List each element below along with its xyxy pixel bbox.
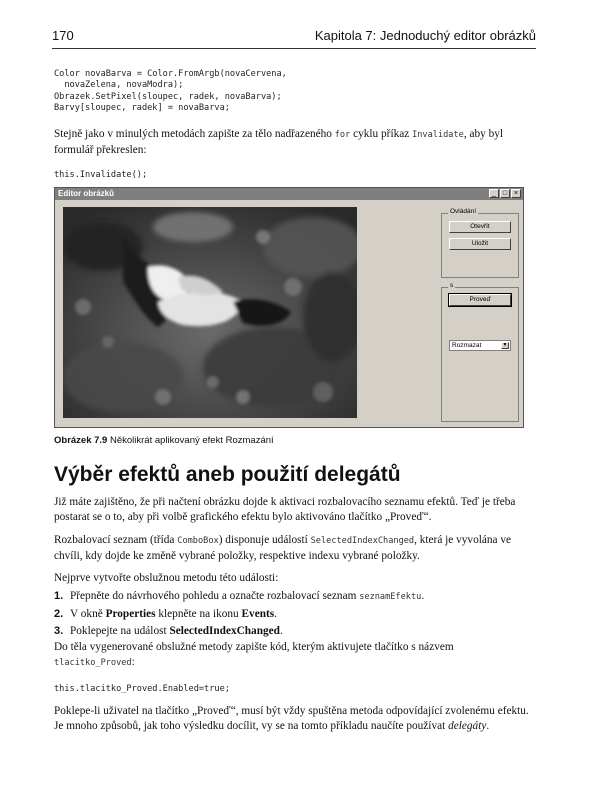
- paragraph-intro: Již máte zajištěno, že při načtení obrázku dojde k aktivaci rozbalovacího seznamu efektů. Teď je třeba postarat se o to, aby při volbě grafického efektu bylo aktivováno tlačítko „Proveď“.: [54, 496, 516, 523]
- paragraph-first: Nejprve vytvořte obslužnou metodu této události:: [54, 572, 279, 584]
- open-button[interactable]: Otevřít: [449, 221, 511, 233]
- group-effects: [441, 282, 519, 422]
- window-titlebar: [55, 188, 523, 200]
- editor-window: [54, 187, 524, 428]
- code-block-invalidate: this.Invalidate();: [54, 170, 148, 180]
- section-heading: Výběr efektů aneb použití delegátů: [54, 463, 401, 486]
- running-header: [52, 26, 536, 49]
- paragraph-combobox: Rozbalovací seznam (třída ComboBox) disponuje událostí SelectedIndexChanged, která je vyvolána ve chvíli, kdy dojde ke změně vybrané položky, respektive indexu vybrané položky.: [54, 534, 512, 562]
- save-button[interactable]: Uložit: [449, 238, 511, 250]
- list-item: 3. Poklepejte na událost SelectedIndexChanged.: [54, 625, 283, 637]
- effect-combobox-value: Rozmazat: [452, 342, 482, 349]
- paragraph-method: Do těla vygenerované obslužné metody zapište kód, kterým aktivujete tlačítko s názvem tlacitko_Proved:: [54, 641, 454, 668]
- image-canvas: [63, 207, 357, 418]
- paragraph-invalidate: Stejně jako v minulých metodách zapište za tělo nadřazeného for cyklu příkaz Invalidate, aby byl formulář překreslen:: [54, 128, 504, 156]
- group-effects-label: s: [450, 282, 454, 289]
- code-block-enabled: this.tlacitko_Proved.Enabled=true;: [54, 684, 230, 694]
- chevron-down-icon[interactable]: ▼: [502, 342, 508, 348]
- list-item: 1. Přepněte do návrhového pohledu a označte rozbalovací seznam seznamEfektu.: [54, 590, 425, 602]
- chapter-title: Kapitola 7: Jednoduchý editor obrázků: [314, 28, 536, 43]
- steps-list: [54, 589, 536, 641]
- figure-caption: Obrázek 7.9 Několikrát aplikovaný efekt Rozmazání: [54, 435, 274, 446]
- apply-button[interactable]: Proveď: [449, 294, 511, 306]
- figure-label: Obrázek 7.9: [54, 435, 108, 446]
- close-icon[interactable]: ×: [511, 189, 521, 198]
- paragraph-delegates: Poklepe-li uživatel na tlačítko „Proveď“, musí být vždy spuštěna metoda odpovídající zvolenému efektu. Je mnoho způsobů, jak toho výsledku docílit, vy se na tomto příkladu naučíte používat delegáty.: [54, 705, 529, 732]
- code-block-color: Color novaBarva = Color.FromArgb(novaCervena, novaZelena, novaModra); Obrazek.SetPixel(sloupec, radek, novaBarva); Barvy[sloupec, radek] = novaBarva;: [54, 69, 287, 114]
- effect-combobox[interactable]: [449, 340, 511, 351]
- window-title: Editor obrázků: [58, 189, 115, 198]
- page-number: 170: [52, 28, 74, 43]
- blurred-photo: [63, 207, 357, 418]
- maximize-icon[interactable]: □: [500, 189, 510, 198]
- group-controls-label: Ovládání: [450, 208, 477, 215]
- list-item: 2. V okně Properties klepněte na ikonu Events.: [54, 608, 277, 620]
- minimize-icon[interactable]: _: [489, 189, 499, 198]
